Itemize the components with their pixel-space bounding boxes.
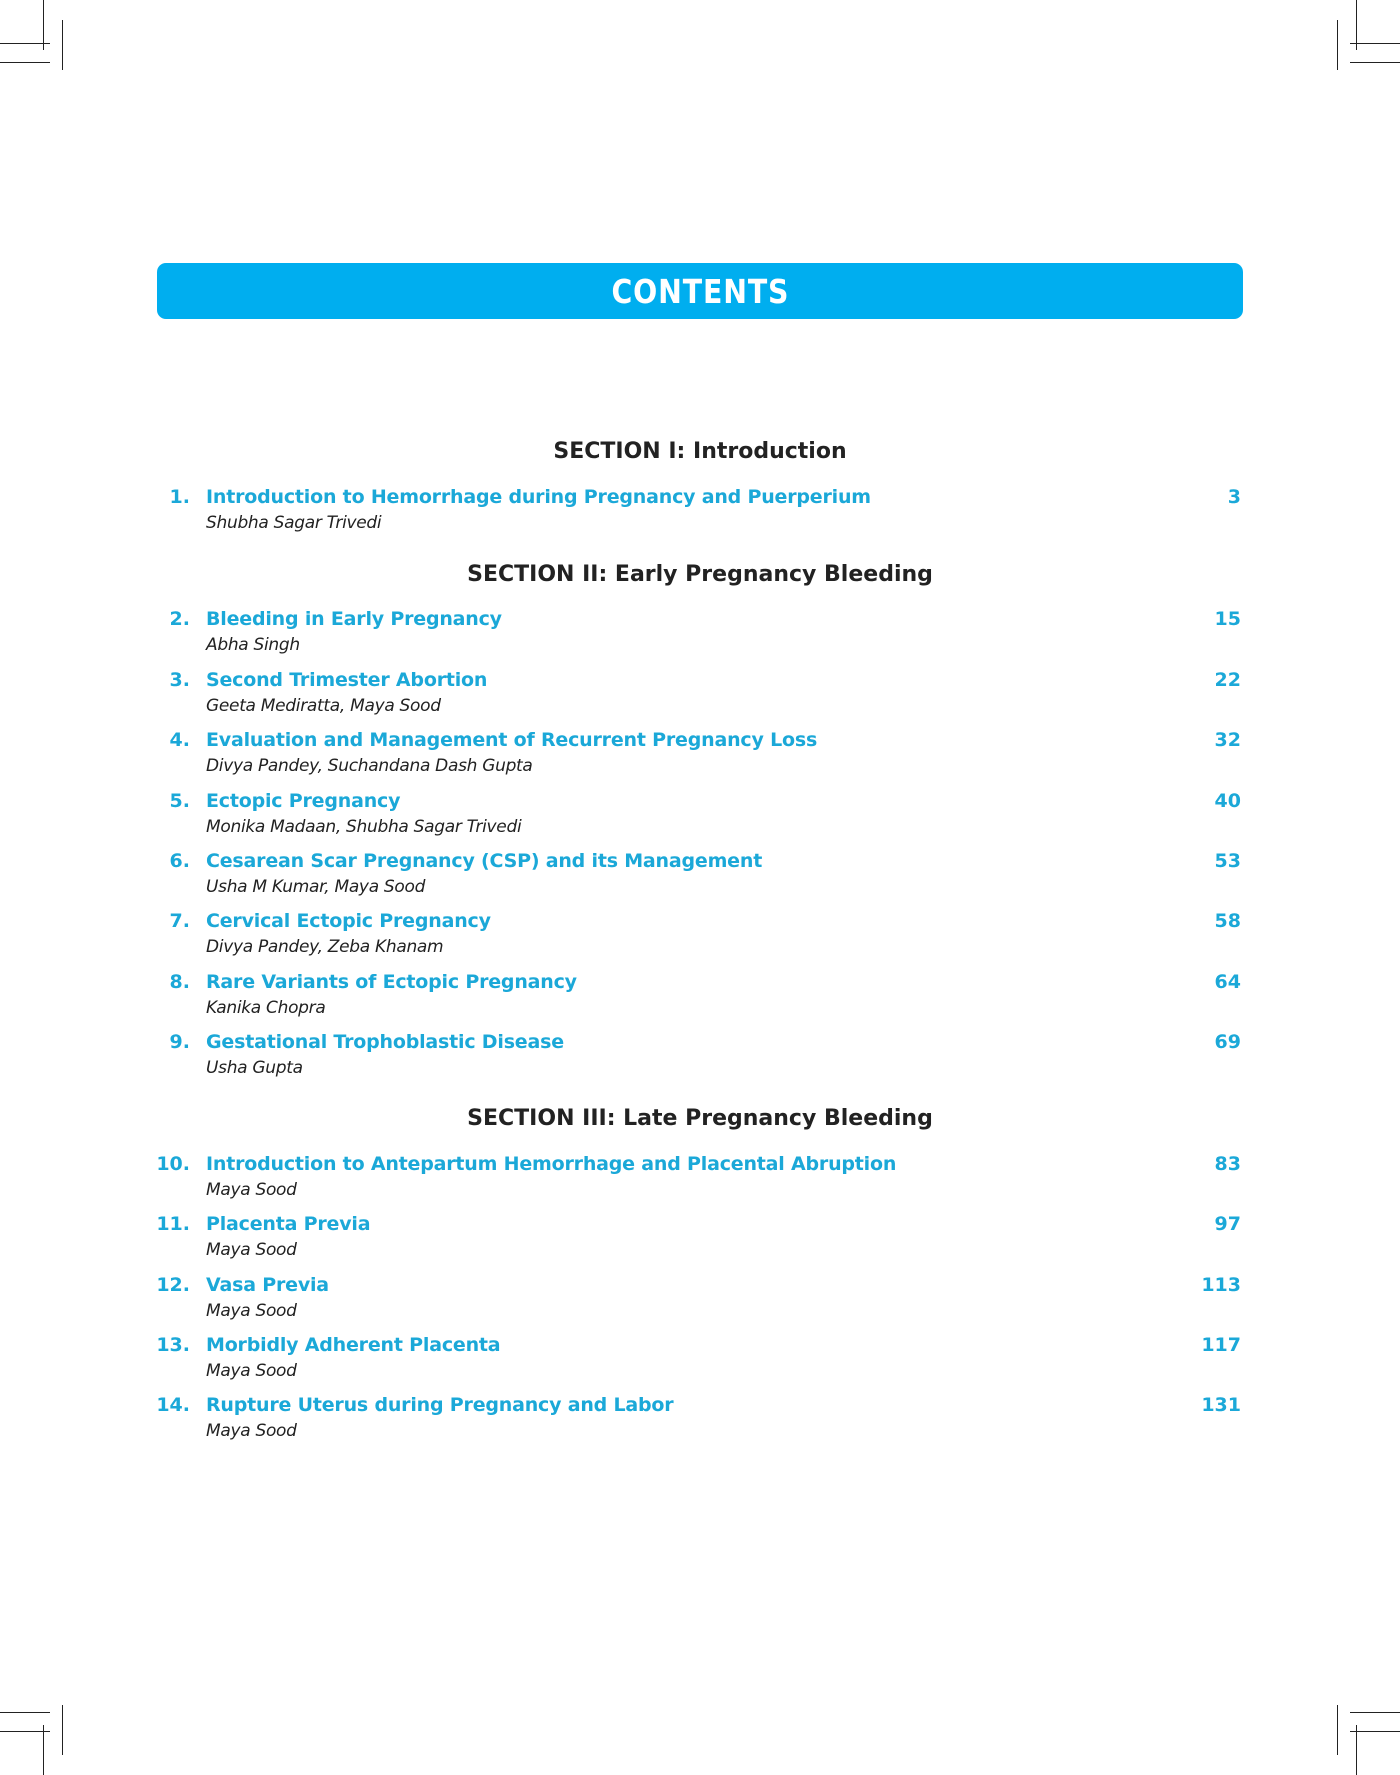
- crop-mark: [0, 1731, 50, 1732]
- crop-mark: [1350, 1712, 1400, 1713]
- crop-mark: [1337, 1705, 1338, 1755]
- chapter-number: 10.: [156, 1153, 190, 1175]
- chapter-authors: Monika Madaan, Shubha Sagar Trivedi: [206, 817, 522, 837]
- crop-mark: [0, 1712, 50, 1713]
- toc-entry[interactable]: [0, 1334, 1400, 1384]
- chapter-title[interactable]: Rare Variants of Ectopic Pregnancy: [206, 971, 577, 993]
- page-number: 117: [1201, 1334, 1241, 1356]
- toc-entry[interactable]: [0, 1274, 1400, 1324]
- chapter-number: 8.: [169, 971, 190, 993]
- toc-entry[interactable]: [0, 790, 1400, 840]
- crop-mark: [1350, 43, 1400, 44]
- page-title: CONTENTS: [611, 271, 789, 311]
- crop-mark: [62, 20, 63, 70]
- toc-entry[interactable]: [0, 608, 1400, 658]
- contents-banner: [157, 263, 1243, 319]
- toc-entry[interactable]: [0, 669, 1400, 719]
- page-number: 22: [1214, 669, 1241, 691]
- chapter-authors: Geeta Mediratta, Maya Sood: [206, 696, 441, 716]
- toc-entry[interactable]: [0, 1153, 1400, 1203]
- chapter-title[interactable]: Evaluation and Management of Recurrent Pregnancy Loss: [206, 729, 818, 751]
- toc-entry[interactable]: [0, 729, 1400, 779]
- chapter-number: 5.: [169, 790, 190, 812]
- chapter-number: 6.: [169, 850, 190, 872]
- page-number: 15: [1214, 608, 1241, 630]
- chapter-authors: Maya Sood: [206, 1301, 297, 1321]
- page-number: 32: [1214, 729, 1241, 751]
- toc-entry[interactable]: [0, 1213, 1400, 1263]
- crop-mark: [0, 62, 50, 63]
- chapter-number: 2.: [169, 608, 190, 630]
- chapter-title[interactable]: Cesarean Scar Pregnancy (CSP) and its Management: [206, 850, 763, 872]
- chapter-number: 4.: [169, 729, 190, 751]
- toc-entry[interactable]: [0, 1394, 1400, 1444]
- section-heading: SECTION I: Introduction: [553, 439, 847, 464]
- chapter-title[interactable]: Placenta Previa: [206, 1213, 371, 1235]
- toc-entry[interactable]: [0, 850, 1400, 900]
- chapter-number: 14.: [156, 1394, 190, 1416]
- chapter-authors: Divya Pandey, Zeba Khanam: [206, 937, 444, 957]
- chapter-authors: Usha Gupta: [206, 1058, 303, 1078]
- page-number: 58: [1214, 910, 1241, 932]
- chapter-authors: Kanika Chopra: [206, 998, 326, 1018]
- page-number: 97: [1214, 1213, 1241, 1235]
- chapter-title[interactable]: Gestational Trophoblastic Disease: [206, 1031, 564, 1053]
- page-number: 40: [1214, 790, 1241, 812]
- crop-mark: [43, 1725, 44, 1775]
- section-heading: SECTION II: Early Pregnancy Bleeding: [467, 562, 933, 587]
- chapter-title[interactable]: Introduction to Hemorrhage during Pregnancy and Puerperium: [206, 486, 871, 508]
- section-heading: SECTION III: Late Pregnancy Bleeding: [467, 1106, 933, 1131]
- toc-entry[interactable]: [0, 1031, 1400, 1081]
- chapter-title[interactable]: Cervical Ectopic Pregnancy: [206, 910, 491, 932]
- toc-entry[interactable]: [0, 971, 1400, 1021]
- chapter-number: 11.: [156, 1213, 190, 1235]
- chapter-authors: Maya Sood: [206, 1180, 297, 1200]
- chapter-title[interactable]: Second Trimester Abortion: [206, 669, 488, 691]
- crop-mark: [1350, 62, 1400, 63]
- chapter-number: 9.: [169, 1031, 190, 1053]
- crop-mark: [1356, 1725, 1357, 1775]
- chapter-number: 1.: [169, 486, 190, 508]
- chapter-authors: Shubha Sagar Trivedi: [206, 513, 382, 533]
- chapter-authors: Abha Singh: [206, 635, 300, 655]
- toc-entry[interactable]: [0, 486, 1400, 536]
- page-number: 64: [1214, 971, 1241, 993]
- chapter-title[interactable]: Bleeding in Early Pregnancy: [206, 608, 502, 630]
- chapter-authors: Divya Pandey, Suchandana Dash Gupta: [206, 756, 533, 776]
- toc-entry[interactable]: [0, 910, 1400, 960]
- chapter-title[interactable]: Ectopic Pregnancy: [206, 790, 401, 812]
- crop-mark: [0, 43, 50, 44]
- chapter-title[interactable]: Morbidly Adherent Placenta: [206, 1334, 501, 1356]
- chapter-number: 13.: [156, 1334, 190, 1356]
- page-number: 3: [1227, 486, 1241, 508]
- page-number: 69: [1214, 1031, 1241, 1053]
- page-number: 53: [1214, 850, 1241, 872]
- chapter-number: 3.: [169, 669, 190, 691]
- crop-mark: [62, 1705, 63, 1755]
- chapter-title[interactable]: Rupture Uterus during Pregnancy and Labor: [206, 1394, 674, 1416]
- chapter-title[interactable]: Introduction to Antepartum Hemorrhage and Placental Abruption: [206, 1153, 897, 1175]
- chapter-authors: Usha M Kumar, Maya Sood: [206, 877, 426, 897]
- page-number: 83: [1214, 1153, 1241, 1175]
- chapter-authors: Maya Sood: [206, 1361, 297, 1381]
- chapter-authors: Maya Sood: [206, 1240, 297, 1260]
- chapter-number: 12.: [156, 1274, 190, 1296]
- page-number: 131: [1201, 1394, 1241, 1416]
- chapter-authors: Maya Sood: [206, 1421, 297, 1441]
- crop-mark: [1350, 1731, 1400, 1732]
- chapter-title[interactable]: Vasa Previa: [206, 1274, 329, 1296]
- chapter-number: 7.: [169, 910, 190, 932]
- crop-mark: [1337, 20, 1338, 70]
- page-number: 113: [1201, 1274, 1241, 1296]
